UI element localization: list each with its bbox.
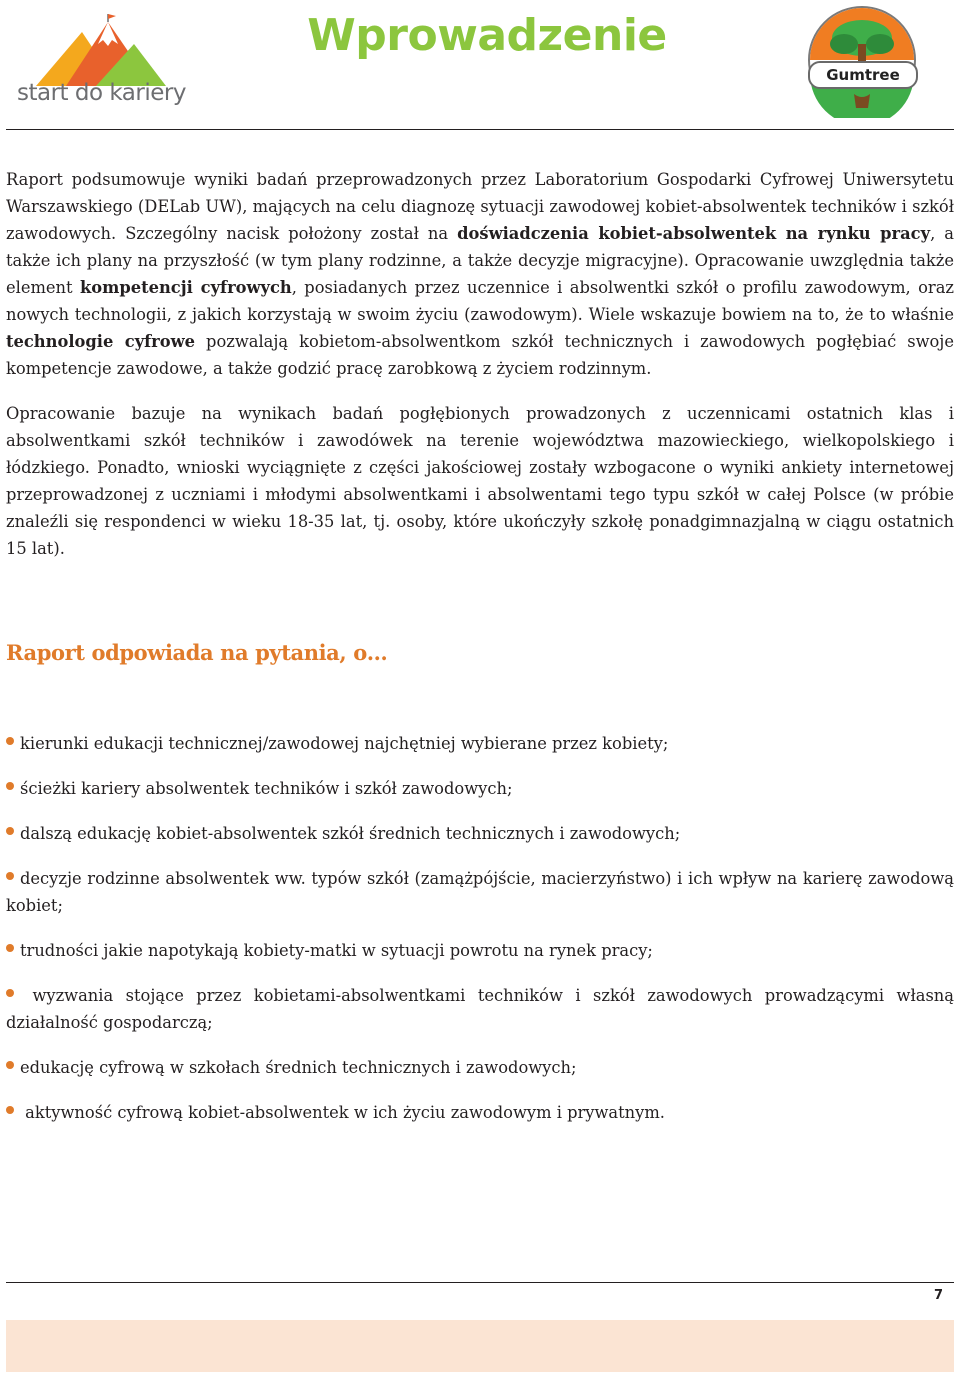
header-divider	[6, 129, 954, 130]
questions-list	[6, 730, 954, 1144]
intro-paragraph-2: Opracowanie bazuje na wynikach badań pogłębionych prowadzonych z uczennicami ostatnich klas i absolwentkami szkół techników i zawodówek na terenie województwa mazowieckiego, wielkopolskiego i łódzkiego. Ponadto, wnioski wyciągnięte z części jakościowej zostały wzbogacone o wyniki ankiety internetowej przeprowadzonej z uczniami i młodymi absolwentkami i absolwentami tego typu szkół w całej Polsce (w próbie znaleźli się respondenci w wieku 18-35 lat, tj. osoby, które ukończyły szkołę ponadgimnazjalną w ciągu ostatnich 15 lat).	[6, 404, 954, 558]
list-item-text: trudności jakie napotykają kobiety-matki w sytuacji powrotu na rynek pracy;	[20, 941, 653, 960]
intro-text: Raport podsumowuje wyniki badań przeprowadzonych przez Laboratorium Gospodarki Cyfrowej Uniwersytetu Warszawskiego (DELab UW), mających na celu diagnozę sytuacji zawodowej kobiet-absolwentek techników i szkół zawodowych. Szczególny nacisk położony został na	[6, 170, 954, 243]
list-item	[6, 820, 954, 847]
intro-bold-text: kompetencji cyfrowych	[79, 278, 292, 297]
bullet-dot-icon	[6, 989, 14, 997]
list-item	[6, 775, 954, 802]
bullet-dot-icon	[6, 1106, 14, 1114]
intro-bold-text: technologie cyfrowe	[6, 332, 195, 351]
bullet-dot-icon	[6, 737, 14, 745]
bullet-dot-icon	[6, 944, 14, 952]
intro-text: pozwalają kobietom-absolwentkom szkół technicznych i zawodowych pogłębiać swoje kompetencje zawodowe, a także godzić pracę zarobkową z życiem rodzinnym.	[6, 332, 954, 378]
intro-paragraph-1	[6, 166, 954, 382]
bullet-dot-icon	[6, 782, 14, 790]
list-item-text: aktywność cyfrową kobiet-absolwentek w ich życiu zawodowym i prywatnym.	[20, 1103, 665, 1122]
list-item-text: wyzwania stojące przez kobietami-absolwentkami techników i szkół zawodowych prowadzącymi własną działalność gospodarczą;	[6, 986, 954, 1032]
list-item-text: edukację cyfrową w szkołach średnich technicznych i zawodowych;	[20, 1058, 577, 1077]
bullet-dot-icon	[6, 872, 14, 880]
list-item	[6, 1099, 954, 1126]
intro-bold-text: doświadczenia kobiet-absolwentek na rynku pracy	[457, 224, 931, 243]
bullet-dot-icon	[6, 1061, 14, 1069]
list-item	[6, 982, 954, 1036]
gumtree-label: Gumtree	[808, 61, 918, 89]
list-item-text: decyzje rodzinne absolwentek ww. typów szkół (zamążpójście, macierzyństwo) i ich wpływ na karierę zawodową kobiet;	[6, 869, 954, 915]
page-title: Wprowadzenie	[307, 10, 667, 61]
page-header	[0, 0, 960, 132]
intro-text: , a także ich plany na przyszłość (w tym plany rodzinne, a także decyzje migracyjne). Opracowanie uwzględnia także element	[6, 224, 954, 297]
list-item	[6, 937, 954, 964]
footer-band	[6, 1320, 954, 1372]
list-item	[6, 1054, 954, 1081]
intro-text: , posiadanych przez uczennice i absolwentki szkół o profilu zawodowym, oraz nowych technologii, z jakich korzystają w swoim życiu (zawodowym). Wiele wskazuje bowiem na to, że to właśnie	[6, 278, 954, 324]
questions-heading: Raport odpowiada na pytania, o…	[6, 640, 388, 665]
list-item-text: ścieżki kariery absolwentek techników i szkół zawodowych;	[20, 779, 513, 798]
footer-divider	[6, 1282, 954, 1283]
gumtree-logo	[806, 4, 918, 118]
intro-section	[6, 166, 954, 562]
bullet-dot-icon	[6, 827, 14, 835]
logo-left-text: start do kariery	[17, 80, 186, 106]
page-number: 7	[933, 1288, 943, 1303]
list-item-text: kierunki edukacji technicznej/zawodowej najchętniej wybierane przez kobiety;	[20, 734, 669, 753]
list-item-text: dalszą edukację kobiet-absolwentek szkół średnich technicznych i zawodowych;	[20, 824, 681, 843]
list-item	[6, 865, 954, 919]
list-item	[6, 730, 954, 757]
